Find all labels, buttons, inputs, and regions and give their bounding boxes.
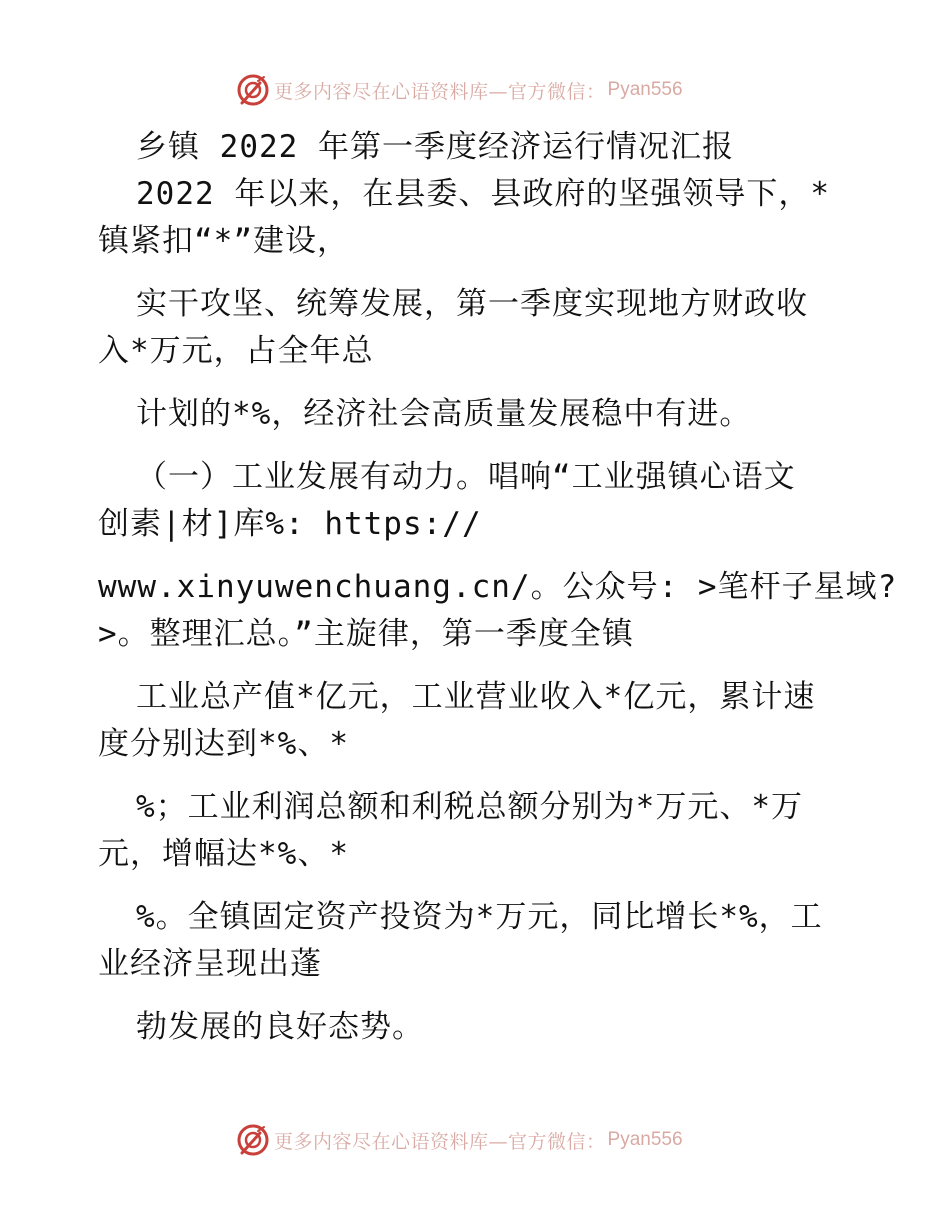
text-line: （一）工业发展有动力。唱响“工业强镇心语文	[136, 459, 796, 495]
text-line: www.xinyuwenchuang.cn/。公众号: >笔杆子星域?	[98, 569, 898, 605]
text-line: 计划的*%，经济社会高质量发展稳中有进。	[136, 396, 752, 432]
text-line: 元，增幅达*%、*	[98, 836, 349, 872]
text-line: 镇紧扣“*”建设，	[98, 223, 349, 259]
text-line: 入*万元，占全年总	[98, 333, 374, 369]
document-title: 乡镇 2022 年第一季度经济运行情况汇报	[136, 129, 734, 165]
watermark-header	[236, 70, 756, 110]
watermark-wechat-id: Pyan556	[607, 1129, 683, 1150]
watermark-text: 更多内容尽在心语资料库—官方微信：	[274, 1130, 606, 1153]
watermark-wechat-id: Pyan556	[607, 79, 683, 100]
seal-logo-icon	[236, 73, 270, 107]
watermark-text: 更多内容尽在心语资料库—官方微信：	[274, 80, 606, 103]
document-body	[98, 124, 898, 1051]
text-line: 创素|材]库%: https://	[98, 506, 482, 542]
text-line: 度分别达到*%、*	[98, 726, 349, 762]
seal-logo-icon	[236, 1123, 270, 1157]
text-line: 工业总产值*亿元，工业营业收入*亿元，累计速	[136, 679, 816, 715]
text-line: >。整理汇总。”主旋律，第一季度全镇	[98, 616, 634, 652]
text-line: 业经济呈现出蓬	[98, 946, 322, 982]
watermark-footer	[236, 1120, 756, 1160]
text-line: 实干攻坚、统筹发展，第一季度实现地方财政收	[136, 286, 808, 322]
text-line: 2022 年以来，在县委、县政府的坚强领导下，*	[136, 176, 830, 212]
text-line: %；工业利润总额和利税总额分别为*万元、*万	[136, 789, 803, 825]
text-line: %。全镇固定资产投资为*万元，同比增长*%，工	[136, 899, 823, 935]
text-line: 勃发展的良好态势。	[136, 1009, 424, 1045]
